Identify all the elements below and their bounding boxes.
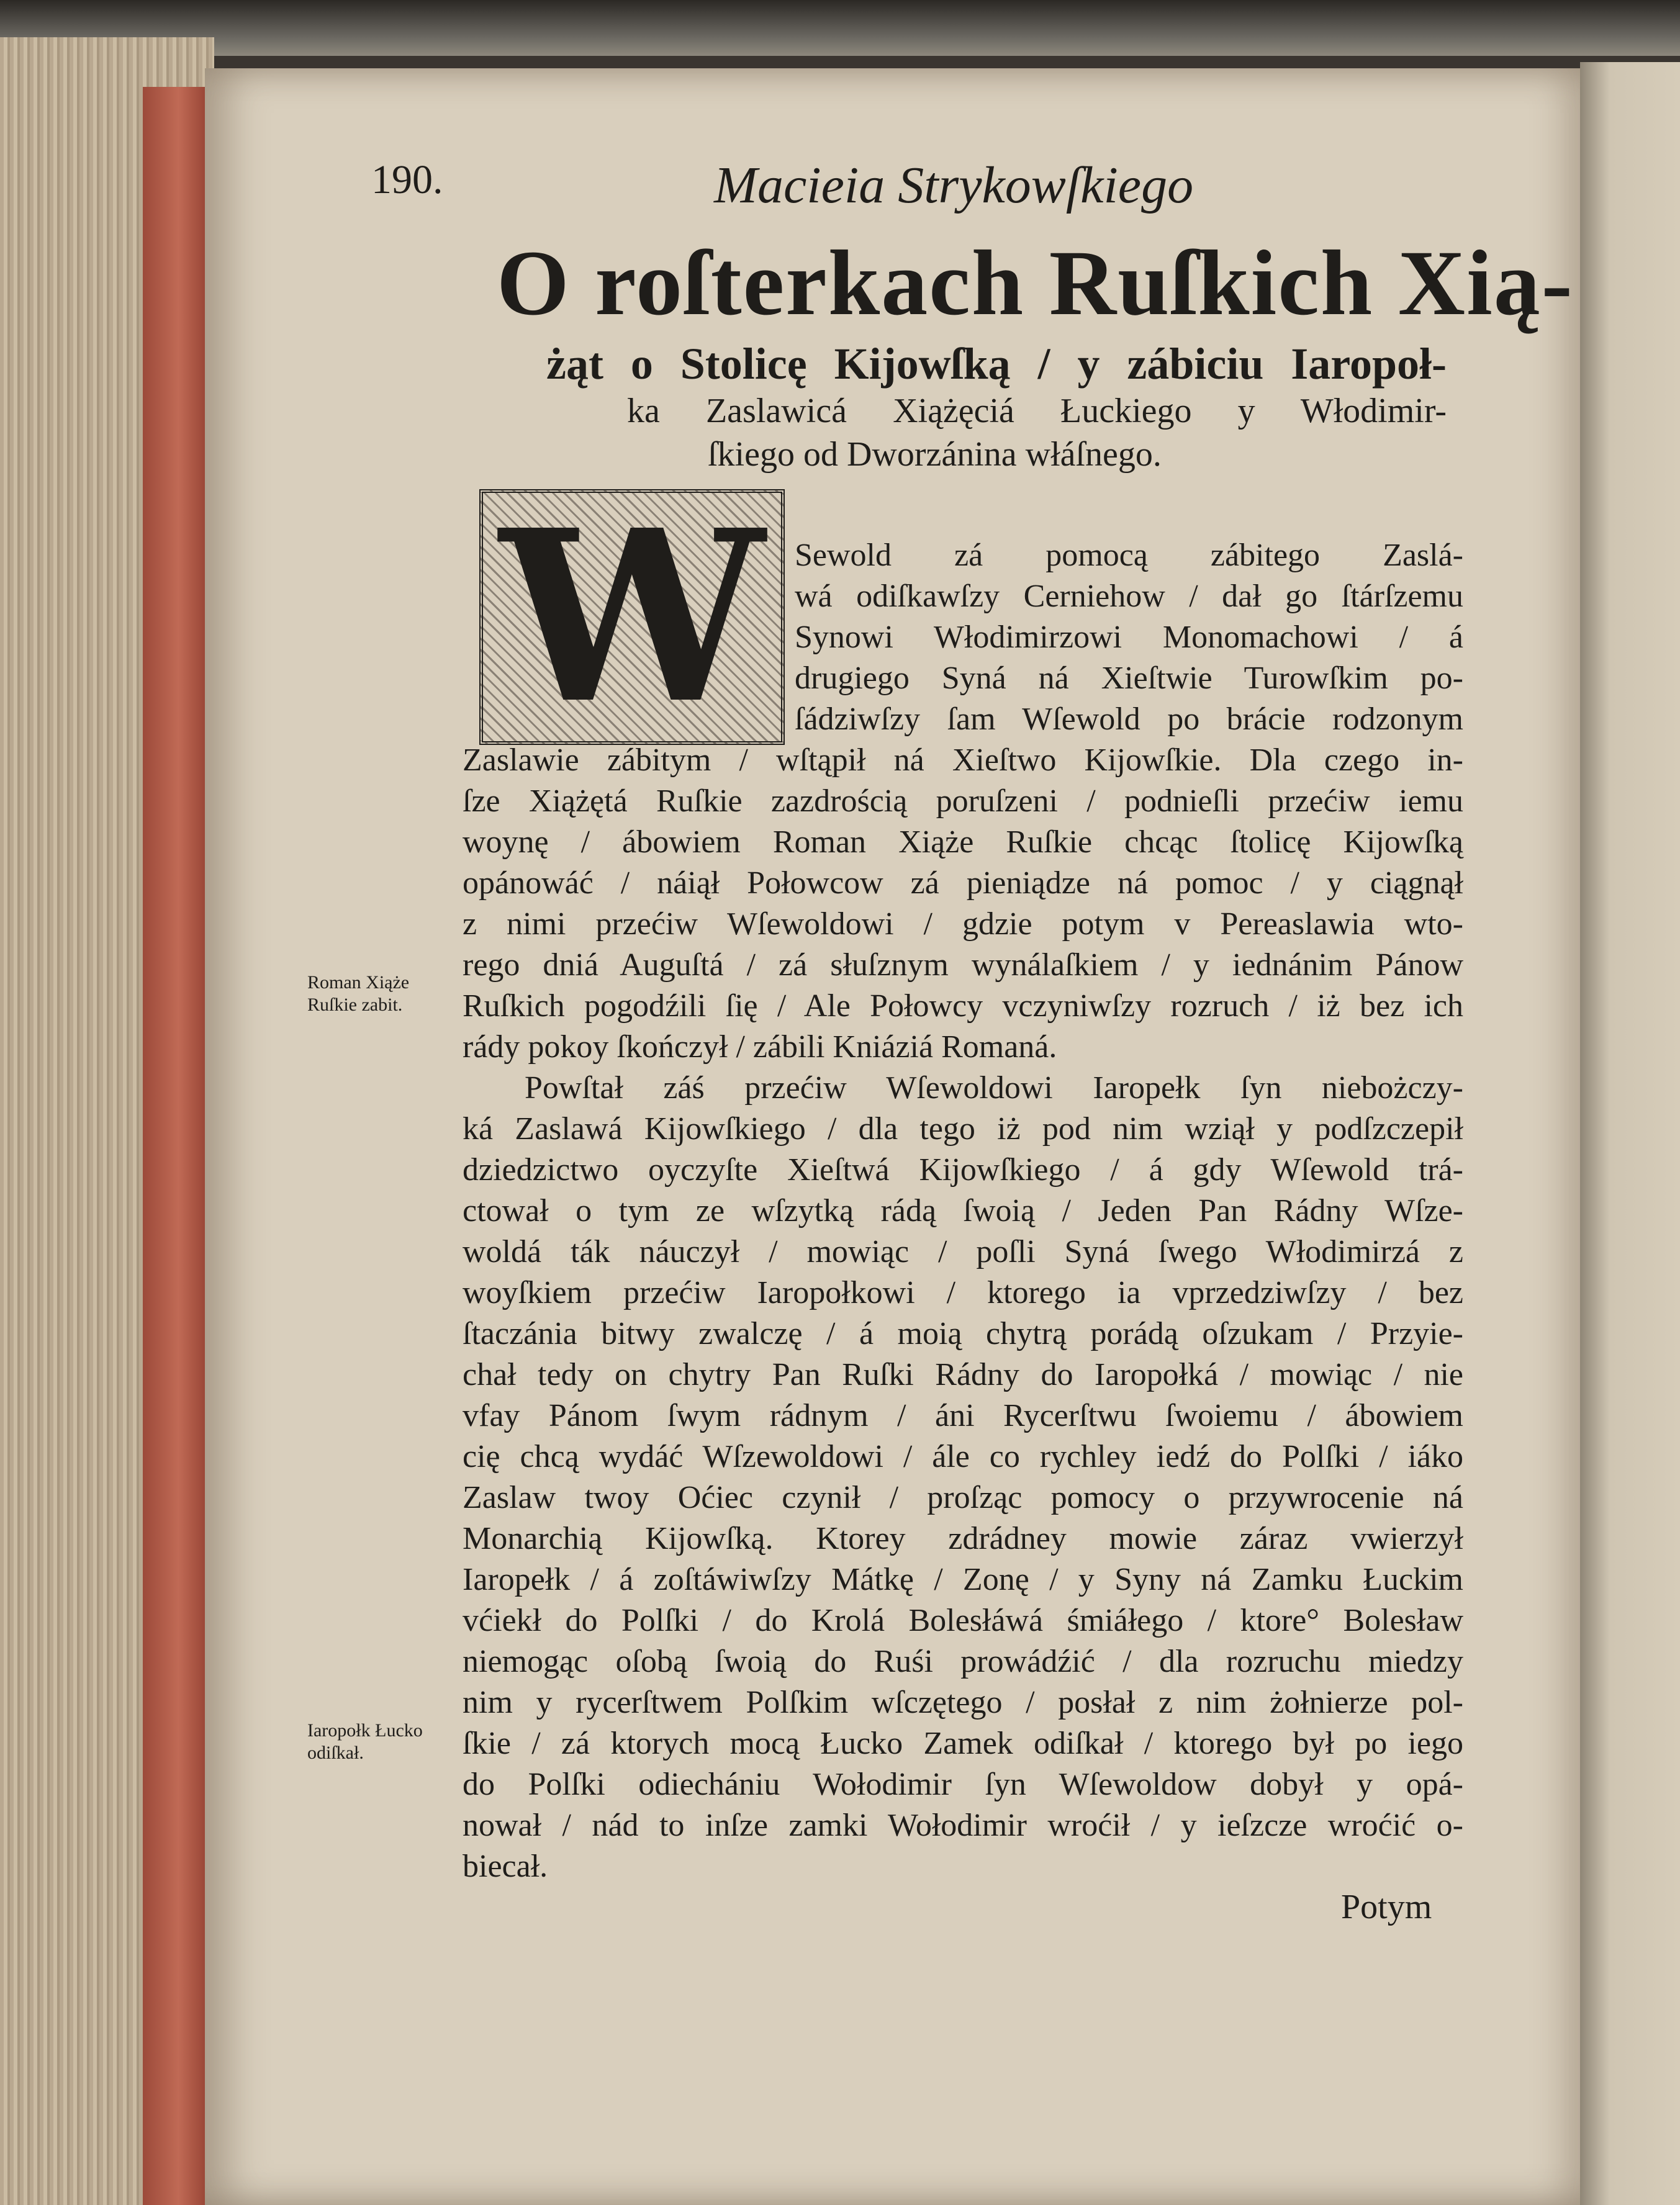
text-line: ſtaczánia bitwy zwalczę / á moią chytrą porádą oſzukam / Przyie-	[463, 1316, 1463, 1351]
text-line: drugiego Syná ná Xieſtwie Turowſkim po-	[795, 661, 1463, 696]
text-line: Powſtał záś przećiw Wſewoldowi Iaropełk ſyn niebożczy-	[525, 1070, 1463, 1106]
text-line: woldá ták náuczył / mowiąc / poſli Syná ſwego Włodimirzá z	[463, 1234, 1463, 1269]
chapter-heading-line-4: ſkiego od Dworzánina włáſnego.	[708, 435, 1162, 474]
text-line: ſádziwſzy ſam Wſewold po brácie rodzonym	[795, 701, 1463, 737]
facing-page-sliver	[1580, 62, 1680, 2205]
text-line: ctował o tym ze wſzytką rádą ſwoią / Jeden Pan Rádny Wſze-	[463, 1193, 1463, 1229]
text-line: Ruſkich pogodźili ſię / Ale Połowcy vczyniwſzy rozruch / iż bez ich	[463, 988, 1463, 1024]
text-line: vfay Pánom ſwym rádnym / áni Rycerſtwu ſwoiemu / ábowiem	[463, 1398, 1463, 1433]
drop-cap-letter: W	[499, 478, 765, 755]
text-line: Sewold zá pomocą zábitego Zaslá-	[795, 538, 1463, 573]
text-line: nim y rycerſtwem Polſkim wſczętego / posłał z nim żołnierze pol-	[463, 1685, 1463, 1720]
text-line: niemogąc oſobą ſwoią do Ruśi prowádźić / dla rozruchu miedzy	[463, 1644, 1463, 1679]
marginal-note: Roman Xiąże Ruſkie zabit.	[307, 972, 410, 1015]
text-line: ká Zaslawá Kijowſkiego / dla tego iż pod nim wziął y podſzczepił	[463, 1111, 1463, 1147]
text-line: cię chcą wydáć Wſzewoldowi / ále co rychley iedź do Polſki / iáko	[463, 1439, 1463, 1474]
text-line: wá odiſkawſzy Cerniehow / dał go ſtárſzemu	[795, 579, 1463, 614]
text-line: dziedzictwo oyczyſte Xieſtwá Kijowſkiego / á gdy Wſewold trá-	[463, 1152, 1463, 1188]
text-line: nował / nád to inſze zamki Wołodimir wroćił / y ieſzcze wroćić o-	[463, 1808, 1463, 1843]
text-line: ſze Xiążętá Ruſkie zazdrością poruſzeni / podnieſli przećiw iemu	[463, 783, 1463, 819]
chapter-heading-line-3: ka Zaslawicá Xiążęciá Łuckiego y Włodimir-	[627, 392, 1447, 430]
body-text	[463, 535, 1463, 1887]
running-title: Macieia Strykowſkiego	[714, 156, 1194, 214]
book-red-edge	[143, 87, 214, 2205]
page-number: 190.	[371, 157, 443, 202]
text-line: chał tedy on chytry Pan Ruſki Rádny do Iaropołká / mowiąc / nie	[463, 1357, 1463, 1392]
text-line: Synowi Włodimirzowi Monomachowi / á	[795, 620, 1463, 655]
text-line: ſkie / zá ktorych mocą Łucko Zamek odiſkał / ktorego był po iego	[463, 1726, 1463, 1761]
chapter-heading-line-2: żąt o Stolicę Kijowſką / y zábiciu Iaropoł-	[546, 339, 1447, 389]
text-line: Iaropełk / á zoſtáwiwſzy Mátkę / Zonę / y Syny ná Zamku Łuckim	[463, 1562, 1463, 1597]
text-line: z nimi przećiw Wſewoldowi / gdzie potym v Pereaslawia wto-	[463, 906, 1463, 942]
scanner-top-edge	[0, 0, 1680, 56]
text-line: woynę / ábowiem Roman Xiąże Ruſkie chcąc ſtolicę Kijowſką	[463, 824, 1463, 860]
marginal-note: Iaropołk Łucko odiſkał.	[307, 1720, 423, 1763]
text-line: rády pokoy ſkończył / zábili Kniáziá Romaná.	[463, 1029, 1057, 1065]
text-line: Zaslaw twoy Oćiec czynił / proſząc pomocy o przywrocenie ná	[463, 1480, 1463, 1515]
text-line: biecał.	[463, 1849, 548, 1884]
text-line: opánowáć / náiął Połowcow zá pieniądze ná pomoc / y ciągnął	[463, 865, 1463, 901]
text-line: Monarchią Kijowſką. Ktorey zdrádney mowie záraz vwierzył	[463, 1521, 1463, 1556]
text-line: vćiekł do Polſki / do Krolá Bolesłáwá śmiáłego / ktore° Bolesław	[463, 1603, 1463, 1638]
text-line: woyſkiem przećiw Iaropołkowi / ktorego ia vprzedziwſzy / bez	[463, 1275, 1463, 1310]
text-line: do Polſki odiechániu Wołodimir ſyn Wſewoldow dobył y opá-	[463, 1767, 1463, 1802]
catchword: Potym	[1341, 1888, 1432, 1926]
chapter-heading-line-1: O roſterkach Ruſkich Xią-	[497, 232, 1574, 335]
text-line: rego dniá Auguſtá / zá słuſznym wynálaſkiem / y iednánim Pánow	[463, 947, 1463, 983]
text-line: Zaslawie zábitym / wſtąpił ná Xieſtwo Kijowſkie. Dla czego in-	[463, 742, 1463, 778]
